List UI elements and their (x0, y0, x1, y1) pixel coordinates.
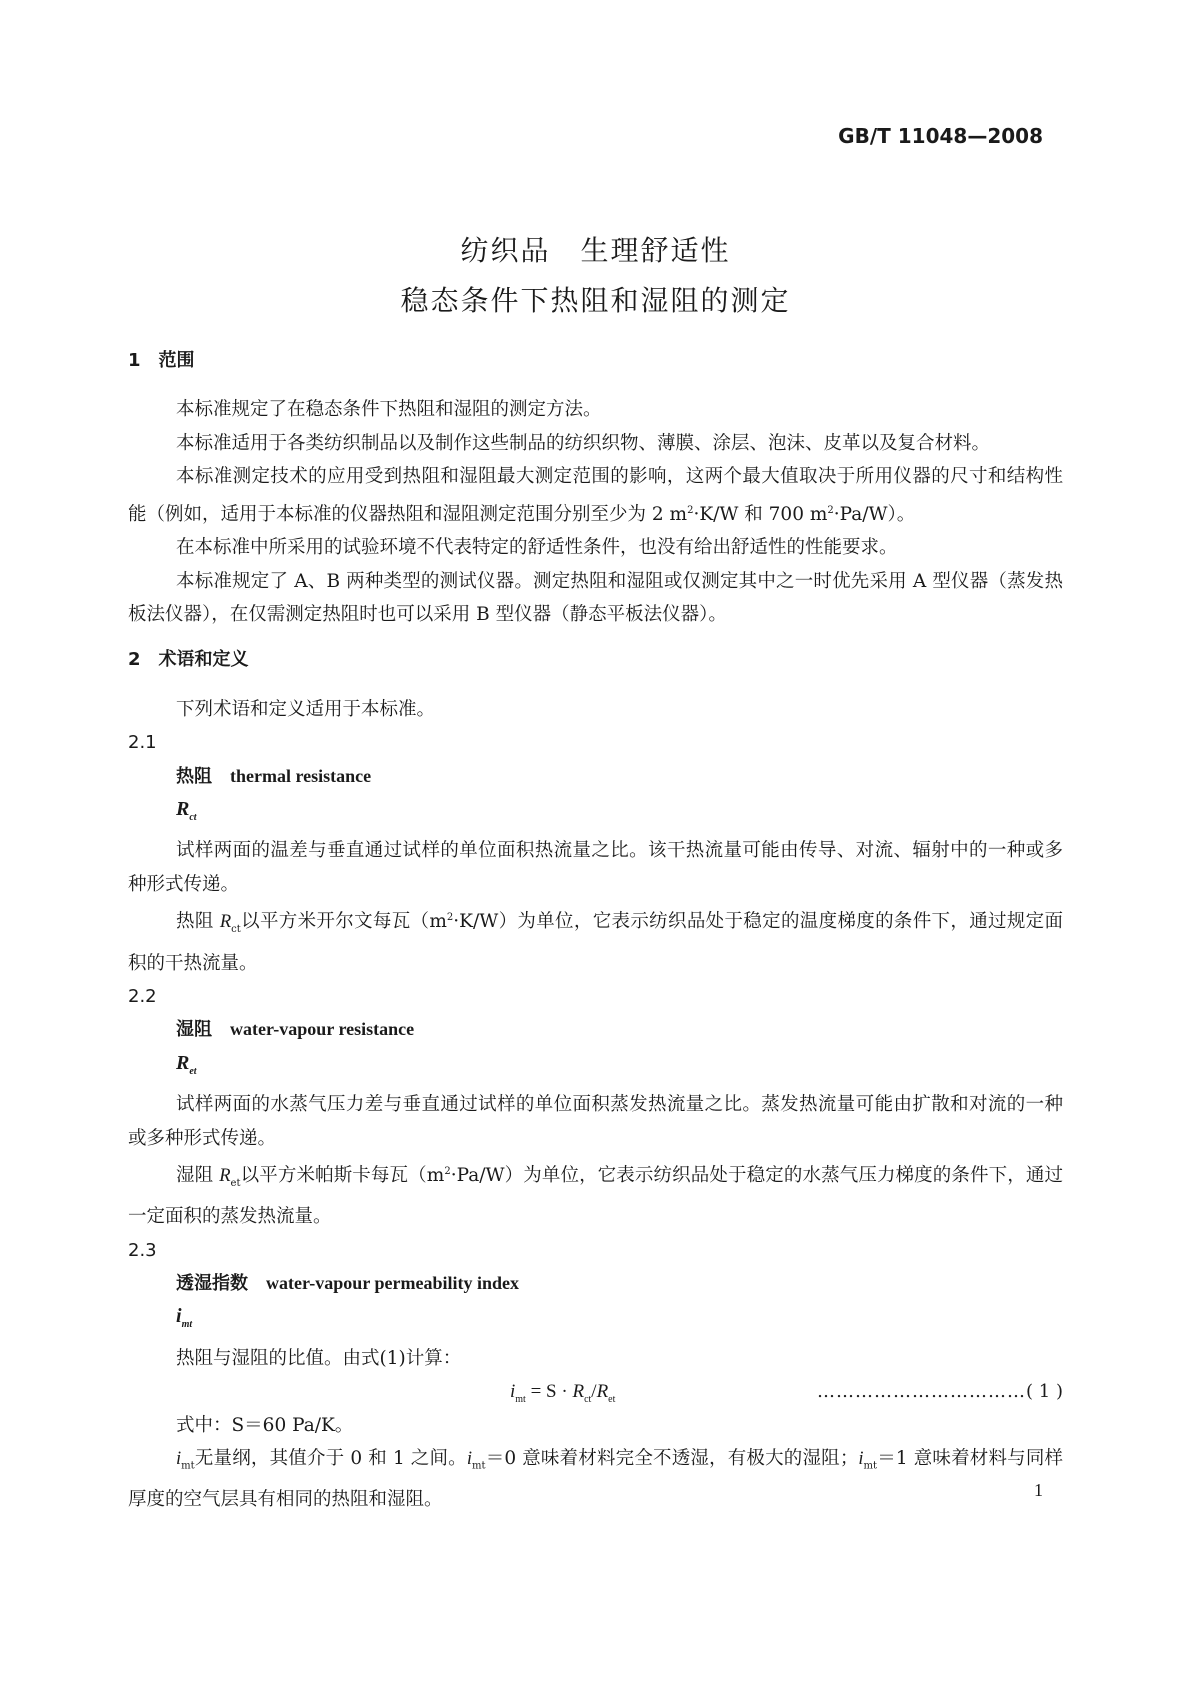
symbol-imt: $i_{mt}$ (176, 1305, 193, 1331)
symbol-rct: $R_{ct}$ (176, 798, 197, 824)
section-2-heading: 2 术语和定义 (128, 649, 249, 671)
document-body (128, 344, 1063, 1517)
water-vapour-resistance-note: 湿阻 $R_{et}$以平方米帕斯卡每瓦$(m^2\cdot Pa/W)$为单位，它表示纺织品处于稳定的水蒸气压力梯度的条件下，通过一定面积的蒸发热流量。 (128, 1165, 1063, 1228)
section-1-heading: 1 范围 (128, 350, 195, 371)
formula-1 (128, 1375, 1063, 1408)
title-line-1: 纺织品 生理舒适性 (460, 234, 731, 267)
formula-where-clause: 式中：S＝60 Pa/K。 (176, 1414, 354, 1436)
thermal-resistance-note: 热阻 $R_{ct}$以平方米开尔文每瓦$(m^2\cdot K/W)$为单位，它表示纺织品处于稳定的温度梯度的条件下，通过规定面积的干热流量。 (128, 911, 1063, 974)
thermal-resistance-definition: 试样两面的温差与垂直通过试样的单位面积热流量之比。该干热流量可能由传导、对流、辐射中的一种或多种形式传递。 (128, 840, 1063, 895)
term-thermal-resistance: 热阻 thermal resistance (176, 765, 372, 787)
formula-expression: $i_{mt} = S \cdot R_{ct}/R_{et}$ (510, 1381, 616, 1406)
scope-paragraph-5: 本标准规定了 A、B 两种类型的测试仪器。测定热阻和湿阻或仅测定其中之一时优先采用 A 型仪器（蒸发热板法仪器），在仅需测定热阻时也可以采用 B 型仪器（静态平板法仪器）。 (128, 570, 1063, 625)
term-number-2-1: 2.1 (128, 732, 157, 754)
document-title (0, 226, 1191, 326)
scope-paragraph-4: 在本标准中所采用的试验环境不代表特定的舒适性条件，也没有给出舒适性的性能要求。 (176, 537, 898, 559)
water-vapour-resistance-definition: 试样两面的水蒸气压力差与垂直通过试样的单位面积蒸发热流量之比。蒸发热流量可能由扩散和对流的一种或多种形式传递。 (128, 1094, 1063, 1149)
title-line-2: 稳态条件下热阻和湿阻的测定 (400, 284, 791, 317)
term-number-2-3: 2.3 (128, 1239, 157, 1261)
term-water-vapour-resistance: 湿阻 water-vapour resistance (176, 1019, 415, 1041)
equation-number: ……………………………( 1 ) (817, 1381, 1063, 1403)
term-water-vapour-permeability-index: 透湿指数 water-vapour permeability index (176, 1273, 519, 1294)
scope-paragraph-1: 本标准规定了在稳态条件下热阻和湿阻的测定方法。 (176, 399, 602, 421)
page-number: 1 (1034, 1480, 1043, 1500)
symbol-ret: $R_{et}$ (176, 1051, 197, 1077)
permeability-index-note: $i_{mt}$无量纲，其值介于 0 和 1 之间。$i_{mt}=0$ 意味着材料完全不透湿，有极大的湿阻；$i_{mt}=1$ 意味着材料与同样厚度的空气层具有相同的热阻和湿阻。 (128, 1448, 1064, 1511)
terms-intro: 下列术语和定义适用于本标准。 (176, 698, 436, 720)
standard-code: GB/T 11048—2008 (838, 124, 1043, 148)
term-number-2-2: 2.2 (128, 985, 157, 1007)
scope-paragraph-3: 本标准测定技术的应用受到热阻和湿阻最大测定范围的影响，这两个最大值取决于所用仪器的尺寸和结构性能（例如，适用于本标准的仪器热阻和湿阻测定范围分别至少为 2 $m^2\cdot K/W$ 和 700 $m^2\cdot Pa/W$）。 (128, 466, 1063, 525)
permeability-index-definition: 热阻与湿阻的比值。由式(1)计算： (176, 1347, 462, 1369)
scope-paragraph-2: 本标准适用于各类纺织制品以及制作这些制品的纺织织物、薄膜、涂层、泡沫、皮革以及复合材料。 (176, 432, 991, 454)
